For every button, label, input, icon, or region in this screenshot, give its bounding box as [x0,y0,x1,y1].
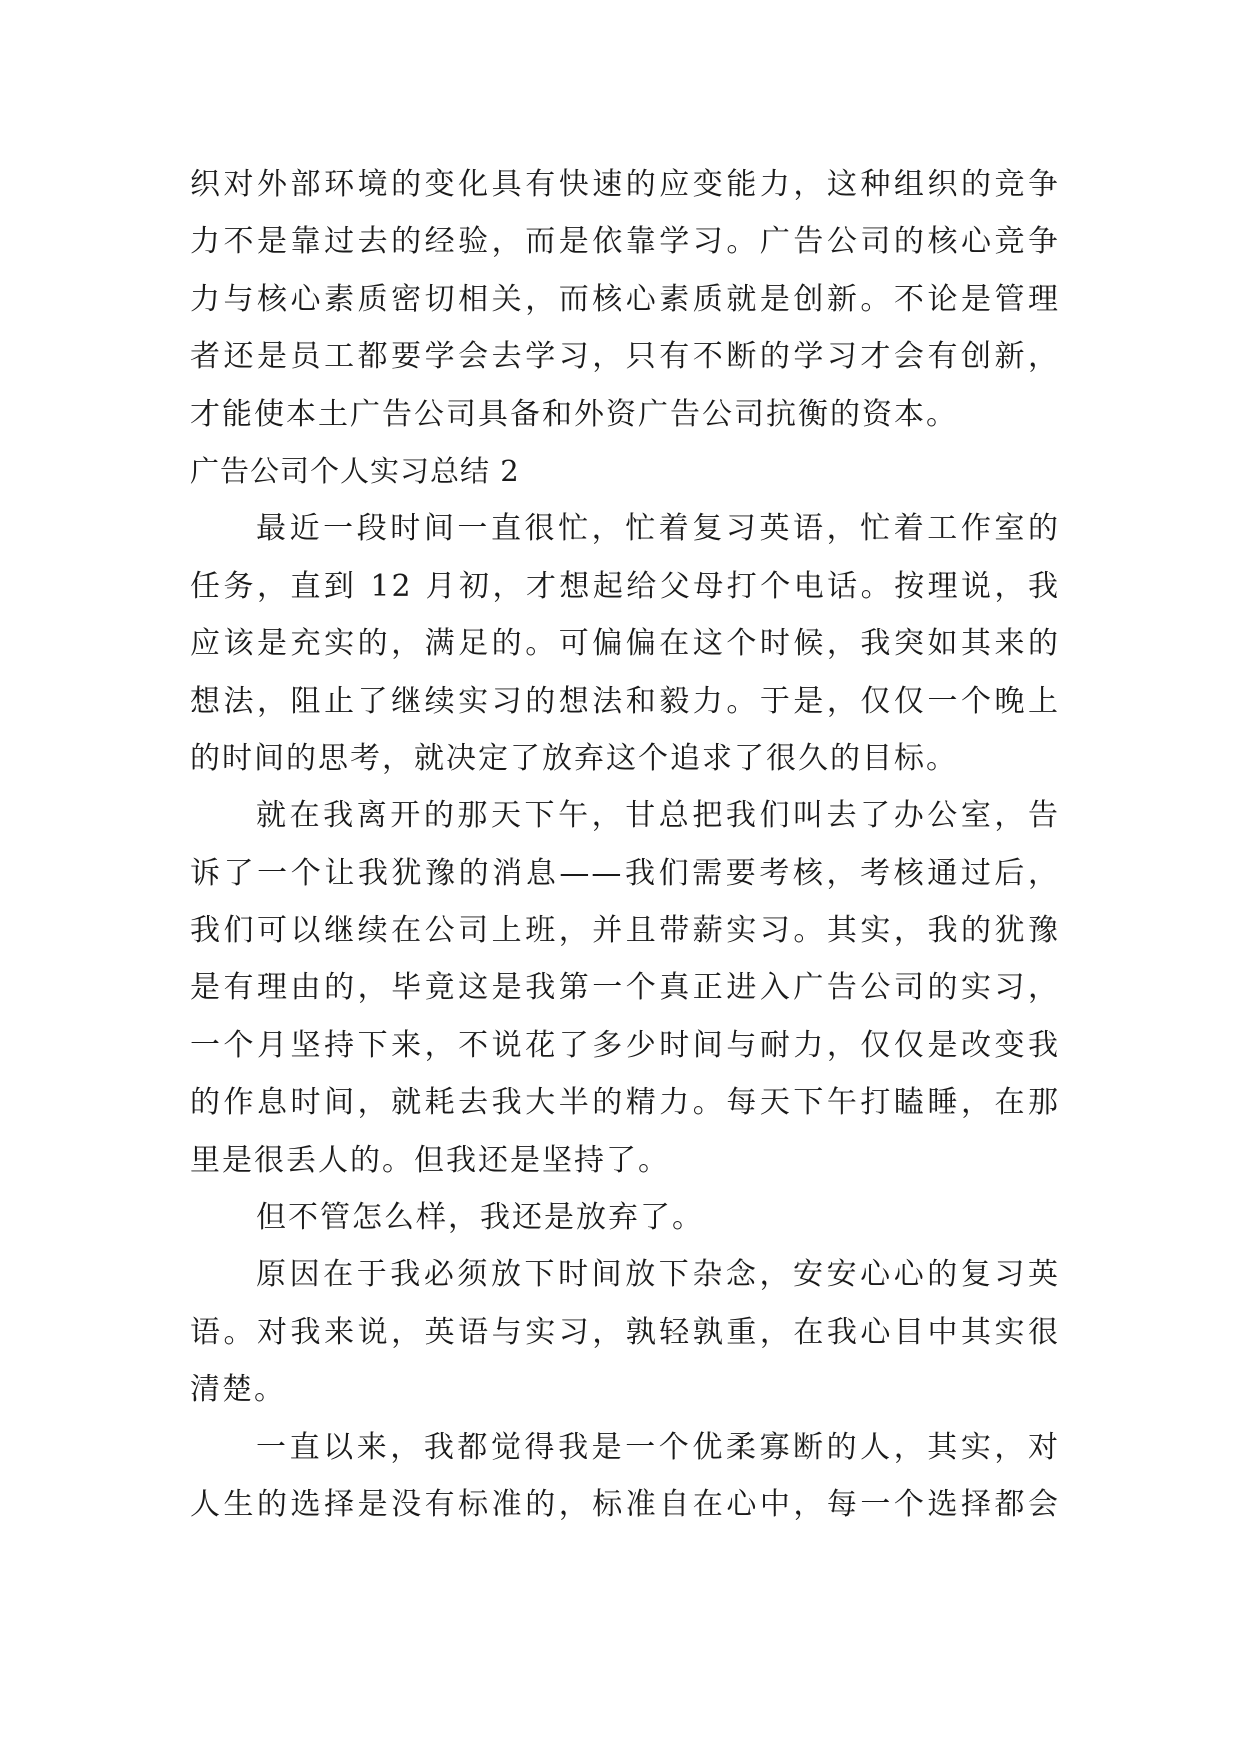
text-line: 应该是充实的，满足的。可偏偏在这个时候，我突如其来的 [190,626,1060,662]
paragraph-1 [190,500,1060,787]
text-line: 的时间的思考，就决定了放弃这个追求了很久的目标。 [190,740,958,776]
paragraph-4 [190,1246,1060,1418]
text-line: 想法，阻止了继续实习的想法和毅力。于是，仅仅一个晚上 [190,683,1060,719]
text-line: 才能使本土广告公司具备和外资广告公司抗衡的资本。 [190,396,958,432]
text-line: 一直以来，我都觉得我是一个优柔寡断的人，其实，对 [256,1429,1060,1465]
paragraph-5 [190,1419,1060,1534]
text-line: 的作息时间，就耗去我大半的精力。每天下午打瞌睡，在那 [190,1085,1060,1121]
section-heading: 广告公司个人实习总结 2 [190,453,520,488]
text-line: 但不管怎么样，我还是放弃了。 [256,1200,704,1236]
text-line: 力与核心素质密切相关，而核心素质就是创新。不论是管理 [190,281,1060,317]
document-body [190,156,1060,1533]
text-line: 任务，直到 12 月初，才想起给父母打个电话。按理说，我 [190,568,1060,604]
text-line: 里是很丢人的。但我还是坚持了。 [190,1142,670,1178]
text-line: 语。对我来说，英语与实习，孰轻孰重，在我心目中其实很 [190,1314,1060,1350]
text-line: 是有理由的，毕竟这是我第一个真正进入广告公司的实习， [190,970,1060,1006]
text-line: 织对外部环境的变化具有快速的应变能力，这种组织的竞争 [190,167,1060,202]
text-line: 一个月坚持下来，不说花了多少时间与耐力，仅仅是改变我 [190,1027,1060,1063]
text-line: 力不是靠过去的经验，而是依靠学习。广告公司的核心竞争 [190,224,1060,260]
text-line: 就在我离开的那天下午，甘总把我们叫去了办公室，告 [256,798,1060,834]
text-line: 最近一段时间一直很忙，忙着复习英语，忙着工作室的 [256,511,1060,547]
text-line: 清楚。 [190,1372,286,1408]
intro-paragraph [190,156,1060,443]
text-line: 人生的选择是没有标准的，标准自在心中，每一个选择都会 [190,1486,1060,1522]
text-line: 诉了一个让我犹豫的消息——我们需要考核，考核通过后， [190,855,1060,891]
paragraph-2 [190,787,1060,1189]
text-line: 原因在于我必须放下时间放下杂念，安安心心的复习英 [256,1257,1060,1293]
paragraph-3 [190,1189,1060,1246]
text-line: 我们可以继续在公司上班，并且带薪实习。其实，我的犹豫 [190,913,1060,949]
text-line: 者还是员工都要学会去学习，只有不断的学习才会有创新， [190,339,1060,375]
